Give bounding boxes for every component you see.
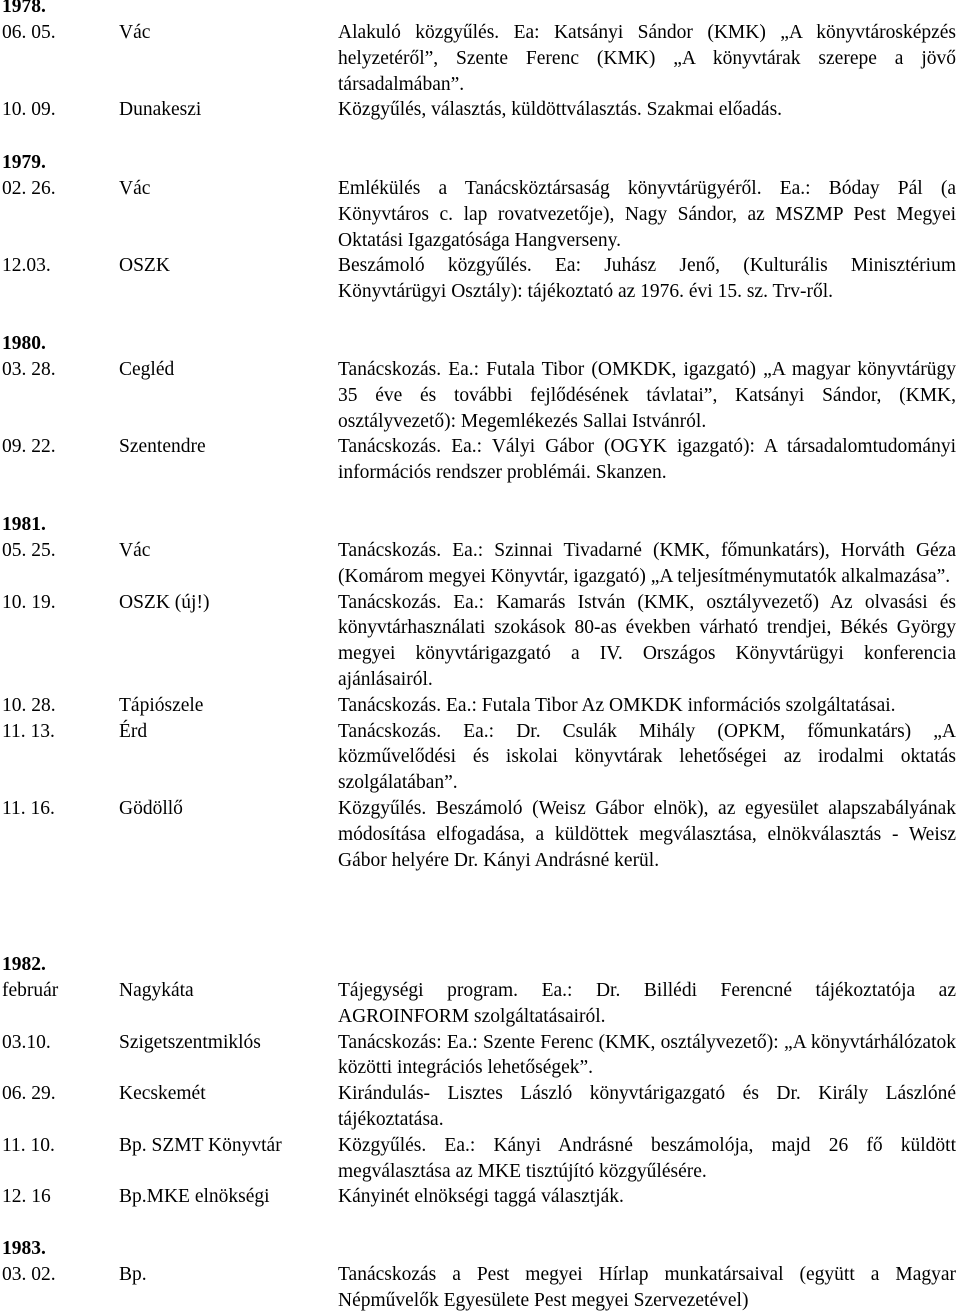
event-description: Tanácskozás: Ea.: Szente Ferenc (KMK, osztályvezető): „A könyvtárhálózatok közötti integrációs lehetőségek”. xyxy=(338,1031,956,1079)
event-place: Bp. xyxy=(119,1264,147,1285)
event-entry xyxy=(2,253,956,305)
event-date: 10. 28. xyxy=(2,694,56,716)
event-entry xyxy=(2,1030,956,1082)
event-entry xyxy=(2,97,956,123)
event-date: 06. 05. xyxy=(2,22,56,43)
event-date: 10. 09. xyxy=(2,99,56,121)
event-place: Szigetszentmiklós xyxy=(119,1031,261,1053)
event-entry xyxy=(2,1081,956,1133)
event-date: 11. 16. xyxy=(2,797,55,819)
event-entry xyxy=(2,590,956,693)
event-date: 05. 25. xyxy=(2,540,56,561)
year-heading: 1982. xyxy=(2,954,46,975)
year-section-1980 xyxy=(2,331,956,486)
event-place: Tápiószele xyxy=(119,694,204,716)
event-place: Szentendre xyxy=(119,436,206,458)
year-section-1981 xyxy=(2,512,956,873)
event-description: Kányinét elnökségi taggá választják. xyxy=(338,1186,624,1208)
event-place: Cegléd xyxy=(119,359,175,380)
event-entry xyxy=(2,176,956,253)
event-date: február xyxy=(2,980,59,1001)
year-section-1979 xyxy=(2,150,956,305)
event-place: Vác xyxy=(119,540,151,561)
event-place: Kecskemét xyxy=(119,1083,206,1105)
event-place: Gödöllő xyxy=(119,797,183,819)
event-entry xyxy=(2,434,956,486)
year-heading: 1981. xyxy=(2,514,46,535)
event-description: Tanácskozás. Ea.: Szinnai Tivadarné (KMK, főmunkatárs), Horváth Géza (Komárom megyei Könyvtár, igazgató) „A teljesítménymutatók alkalmazása”. xyxy=(338,540,956,587)
event-date: 11. 13. xyxy=(2,720,55,742)
event-description: Tájegységi program. Ea.: Dr. Billédi Ferencné tájékoztatója az AGROINFORM szolgáltatásairól. xyxy=(338,980,956,1027)
event-date: 03. 02. xyxy=(2,1264,56,1285)
event-date: 03.10. xyxy=(2,1031,51,1053)
event-date: 10. 19. xyxy=(2,591,56,613)
event-date: 06. 29. xyxy=(2,1083,56,1105)
event-entry xyxy=(2,796,956,873)
event-entry xyxy=(2,719,956,796)
event-description: Tanácskozás. Ea.: Futala Tibor (OMKDK, igazgató) „A magyar könyvtárügy 35 éve és további fejlődésének távlatai”, Katsányi Sándor, (KMK, osztályvezető): Megemlékezés Sallai Istvánról. xyxy=(338,359,956,432)
event-place: Nagykáta xyxy=(119,980,194,1001)
event-date: 02. 26. xyxy=(2,178,56,199)
event-description: Tanácskozás. Ea.: Dr. Csulák Mihály (OPKM, főmunkatárs) „A közművelődési és iskolai könyvtárak lehetőségei az irodalmi oktatás szolgálatában”. xyxy=(338,720,956,794)
year-heading: 1980. xyxy=(2,333,46,354)
event-place: Vác xyxy=(119,178,151,199)
event-place: Érd xyxy=(119,720,148,742)
event-entry xyxy=(2,538,956,590)
year-heading: 1979. xyxy=(2,152,46,173)
event-description: Közgyűlés. Beszámoló (Weisz Gábor elnök), az egyesület alapszabályának módosítása elfogadása, a küldöttek megválasztása, elnökválasztás - Weisz Gábor helyére Dr. Kányi Andrásné kerül. xyxy=(338,797,956,871)
event-place: Bp. SZMT Könyvtár xyxy=(119,1134,282,1156)
event-date: 09. 22. xyxy=(2,436,56,458)
year-section-1983 xyxy=(2,1236,956,1314)
event-description: Kirándulás- Lisztes László könyvtárigazgató és Dr. Király Lászlóné tájékoztatása. xyxy=(338,1083,956,1130)
event-description: Emlékülés a Tanácsköztársaság könyvtárügyéről. Ea.: Bóday Pál (a Könyvtáros c. lap rovatvezetője), Nagy Sándor, az MSZMP Pest Megyei Oktatási Igazgatósága Hangverseny. xyxy=(338,178,956,251)
event-entry xyxy=(2,1133,956,1185)
event-description: Tanácskozás. Ea.: Vályi Gábor (OGYK igazgató): A társadalomtudományi információs rendszer problémái. Skanzen. xyxy=(338,436,956,484)
event-entry xyxy=(2,693,956,719)
year-heading: 1978. xyxy=(2,0,46,17)
event-place: OSZK xyxy=(119,255,170,277)
event-entry xyxy=(2,978,956,1030)
year-heading: 1983. xyxy=(2,1238,46,1259)
event-description: Tanácskozás. Ea.: Kamarás István (KMK, osztályvezető) Az olvasási és könyvtárhasználati szokások 80-as években várható trendjei, Békés György megyei könyvtárigazgató a IV. Országos Könyvtárügyi konferencia ajánlásairól. xyxy=(338,591,956,690)
event-description: Beszámoló közgyűlés. Ea: Juhász Jenő, (Kulturális Minisztérium Könyvtárügyi Osztály): tájékoztató az 1976. évi 15. sz. Trv-ről. xyxy=(338,255,956,303)
event-place: Bp.MKE elnökségi xyxy=(119,1186,270,1208)
event-description: Tanácskozás a Pest megyei Hírlap munkatársaival (együtt a Magyar Népművelők Egyesülete Pest megyei Szervezetével) xyxy=(338,1264,956,1311)
event-description: Közgyűlés, választás, küldöttválasztás. Szakmai előadás. xyxy=(338,99,783,121)
year-section-1982 xyxy=(2,952,956,1210)
event-entry xyxy=(2,1184,956,1210)
event-place: OSZK (új!) xyxy=(119,591,210,613)
event-entry xyxy=(2,357,956,434)
event-date: 12. 16 xyxy=(2,1186,51,1208)
event-description: Tanácskozás. Ea.: Futala Tibor Az OMKDK információs szolgáltatásai. xyxy=(338,694,896,716)
event-date: 03. 28. xyxy=(2,359,56,380)
event-place: Dunakeszi xyxy=(119,99,202,121)
event-entry xyxy=(2,20,956,97)
event-description: Közgyűlés. Ea.: Kányi Andrásné beszámolója, majd 26 fő küldött megválasztása az MKE tisztújító közgyűlésére. xyxy=(338,1134,956,1182)
event-place: Vác xyxy=(119,22,151,43)
year-section-1978 xyxy=(2,0,956,123)
event-date: 11. 10. xyxy=(2,1134,55,1156)
event-date: 12.03. xyxy=(2,255,51,277)
event-entry xyxy=(2,1262,956,1314)
event-description: Alakuló közgyűlés. Ea: Katsányi Sándor (KMK) „A könyvtárosképzés helyzetéről”, Szente Ferenc (KMK) „A könyvtárak szerepe a jövő társadalmában”. xyxy=(338,22,956,95)
